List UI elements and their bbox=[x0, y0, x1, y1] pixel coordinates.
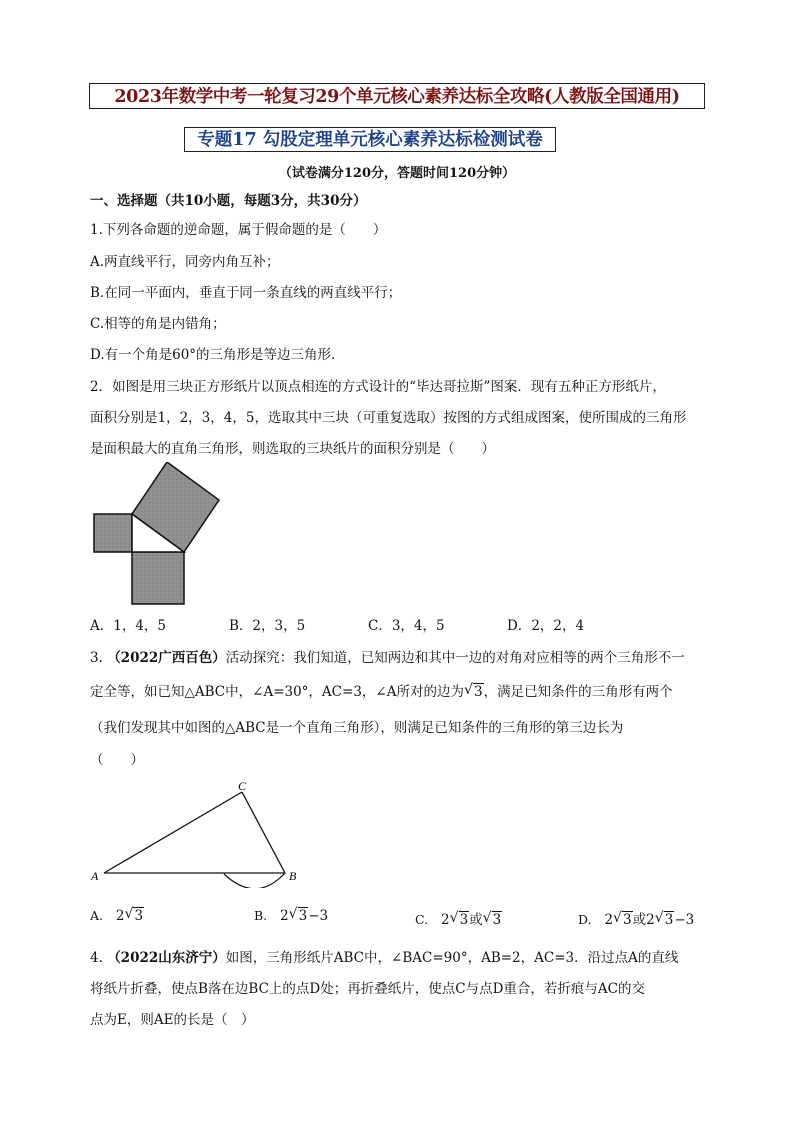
document-subtitle: 专题17 勾股定理单元核心素养达标检测试卷 bbox=[184, 127, 556, 152]
q1-option-b: B.在同一平面内，垂直于同一条直线的两直线平行； bbox=[90, 285, 402, 301]
triangle-abc-figure bbox=[88, 778, 308, 888]
pythagoras-squares-figure bbox=[88, 462, 228, 612]
q3-option-d: D. 2√ 3或2√ 3−3 bbox=[578, 908, 694, 928]
section-heading: 一、选择题（共10小题，每题3分，共30分） bbox=[90, 193, 367, 209]
q4-line3: 点为E，则AE的长是（ ） bbox=[90, 1012, 255, 1028]
label-a: A bbox=[91, 869, 99, 883]
q3-option-a: A. 2√ 3 bbox=[90, 908, 144, 924]
q1-option-a: A.两直线平行，同旁内角互补； bbox=[90, 254, 280, 270]
arc bbox=[224, 873, 285, 888]
q3-line2-a: 定全等，如已知△ABC中，∠A=30°，AC=3，∠A所对的边为 bbox=[90, 684, 464, 700]
q4-line2: 将纸片折叠，使点B落在边BC上的点D处；再折叠纸片，使点C与点D重合，若折痕与AC的交 bbox=[90, 981, 645, 997]
q2-line3: 是面积最大的直角三角形，则选取的三块纸片的面积分别是（ ） bbox=[90, 441, 495, 457]
exam-info: （试卷满分120分，答题时间120分钟） bbox=[278, 166, 516, 181]
square-medium bbox=[132, 552, 184, 604]
q2-option-b: B．2，3，5 bbox=[229, 618, 306, 634]
q2-line2: 面积分别是1，2，3，4，5，选取其中三块（可重复选取）按图的方式组成图案，使所围成的三角形 bbox=[90, 410, 687, 426]
q3-source: （2022广西百色） bbox=[107, 650, 226, 666]
q3-line4: （ ） bbox=[90, 752, 144, 768]
q1-stem: 1.下列各命题的逆命题，属于假命题的是（ ） bbox=[90, 222, 387, 238]
q4-line1: 4. （2022山东济宁）如图，三角形纸片ABC中，∠BAC=90°，AB=2，AC=3．沿过点A的直线 bbox=[90, 950, 679, 966]
q3-line3: （我们发现其中如图的△ABC是一个直角三角形），则满足已知条件的三角形的第三边长为 bbox=[90, 720, 624, 736]
q1-option-c: C.相等的角是内错角； bbox=[90, 316, 226, 332]
q3-line2 bbox=[90, 680, 673, 700]
q3-line1 bbox=[90, 646, 685, 666]
q3-option-b: B. 2√ 3−3 bbox=[254, 908, 328, 924]
q3-option-c: C. 2√ 3或√ 3 bbox=[415, 908, 502, 928]
label-b: B bbox=[289, 869, 297, 883]
q3-sqrt: √ 3 bbox=[464, 684, 484, 700]
square-small bbox=[94, 514, 132, 552]
q2-option-c: C．3，4，5 bbox=[368, 618, 445, 634]
q2-option-d: D．2，2，4 bbox=[507, 618, 585, 634]
label-c: C bbox=[238, 779, 247, 793]
q3-number: 3. bbox=[90, 650, 103, 666]
q1-option-d: D.有一个角是60°的三角形是等边三角形. bbox=[90, 347, 336, 363]
q2-line1: 2．如图是用三块正方形纸片以顶点相连的方式设计的“毕达哥拉斯”图案．现有五种正方形纸片， bbox=[90, 379, 666, 395]
document-title: 2023年数学中考一轮复习29个单元核心素养达标全攻略(人教版全国通用) bbox=[89, 83, 705, 109]
q2-option-a: A．1，4，5 bbox=[90, 618, 167, 634]
q3-line1-text: 活动探究：我们知道，已知两边和其中一边的对角对应相等的两个三角形不一 bbox=[225, 650, 685, 666]
q4-source: （2022山东济宁） bbox=[107, 950, 226, 966]
q3-line2-b: ，满足已知条件的三角形有两个 bbox=[483, 684, 673, 700]
